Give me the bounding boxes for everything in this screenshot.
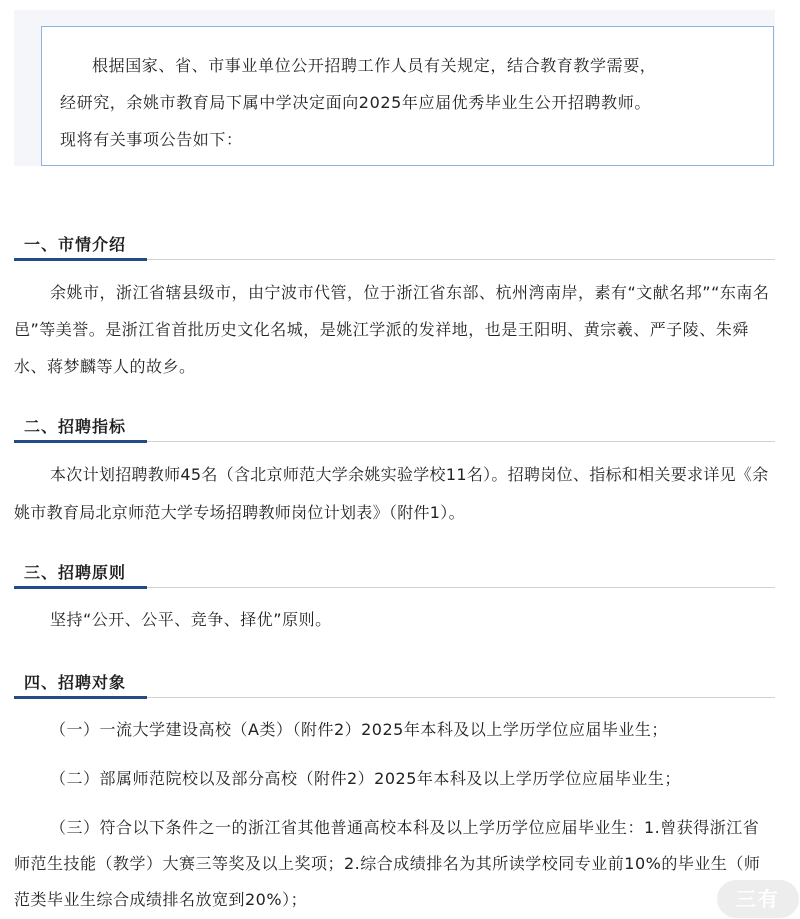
section-paragraph: 余姚市，浙江省辖县级市，由宁波市代管，位于浙江省东部、杭州湾南岸，素有“文献名邦”“东南名邑”等美誉。是浙江省首批历史文化名城，是姚江学派的发祥地，也是王阳明、黄宗羲、严子陵、朱舜水、蒋梦麟等人的故乡。	[14, 283, 770, 376]
section-header	[14, 234, 775, 264]
section-paragraph: （一）一流大学建设高校（A类）（附件2）2025年本科及以上学历学位应届毕业生；	[50, 720, 668, 739]
section-header	[14, 416, 775, 446]
section-accent-bar	[14, 258, 147, 261]
section-header	[14, 562, 775, 592]
section-paragraph: 坚持“公开、公平、竞争、择优”原则。	[50, 610, 332, 629]
intro-line-2: 经研究，余姚市教育局下属中学决定面向2025年应届优秀毕业生公开招聘教师。	[60, 93, 651, 112]
section-paragraph: （三）符合以下条件之一的浙江省其他普通高校本科及以上学历学位应届毕业生：1.曾获得浙江省师范生技能（教学）大赛三等奖及以上奖项；2.综合成绩排名为其所读学校同专业前10%的毕业生（师范类毕业生综合成绩排名放宽到20%）；	[14, 818, 761, 909]
section-accent-bar	[14, 586, 147, 589]
intro-line-1: 根据国家、省、市事业单位公开招聘工作人员有关规定，结合教育教学需要，	[92, 56, 657, 75]
section-title: 四、招聘对象	[24, 673, 127, 692]
section-city-intro	[14, 234, 775, 385]
section-title: 二、招聘指标	[24, 417, 127, 436]
section-recruit-quota	[14, 416, 775, 532]
section-paragraph: （二）部属师范院校以及部分高校（附件2）2025年本科及以上学历学位应届毕业生；	[50, 769, 681, 788]
intro-line-3: 现将有关事项公告如下：	[60, 130, 243, 149]
section-title: 三、招聘原则	[24, 563, 127, 582]
intro-panel	[14, 10, 775, 166]
section-recruit-target	[14, 672, 775, 918]
section-header	[14, 672, 775, 702]
section-paragraph: 本次计划招聘教师45名（含北京师范大学余姚实验学校11名）。招聘岗位、指标和相关要求详见《余姚市教育局北京师范大学专场招聘教师岗位计划表》（附件1）。	[14, 465, 769, 522]
section-accent-bar	[14, 440, 147, 443]
section-title: 一、市情介绍	[24, 235, 127, 254]
section-recruit-principle	[14, 562, 775, 638]
section-accent-bar	[14, 696, 147, 699]
intro-box	[41, 26, 774, 166]
watermark-badge: 三有	[717, 880, 799, 918]
